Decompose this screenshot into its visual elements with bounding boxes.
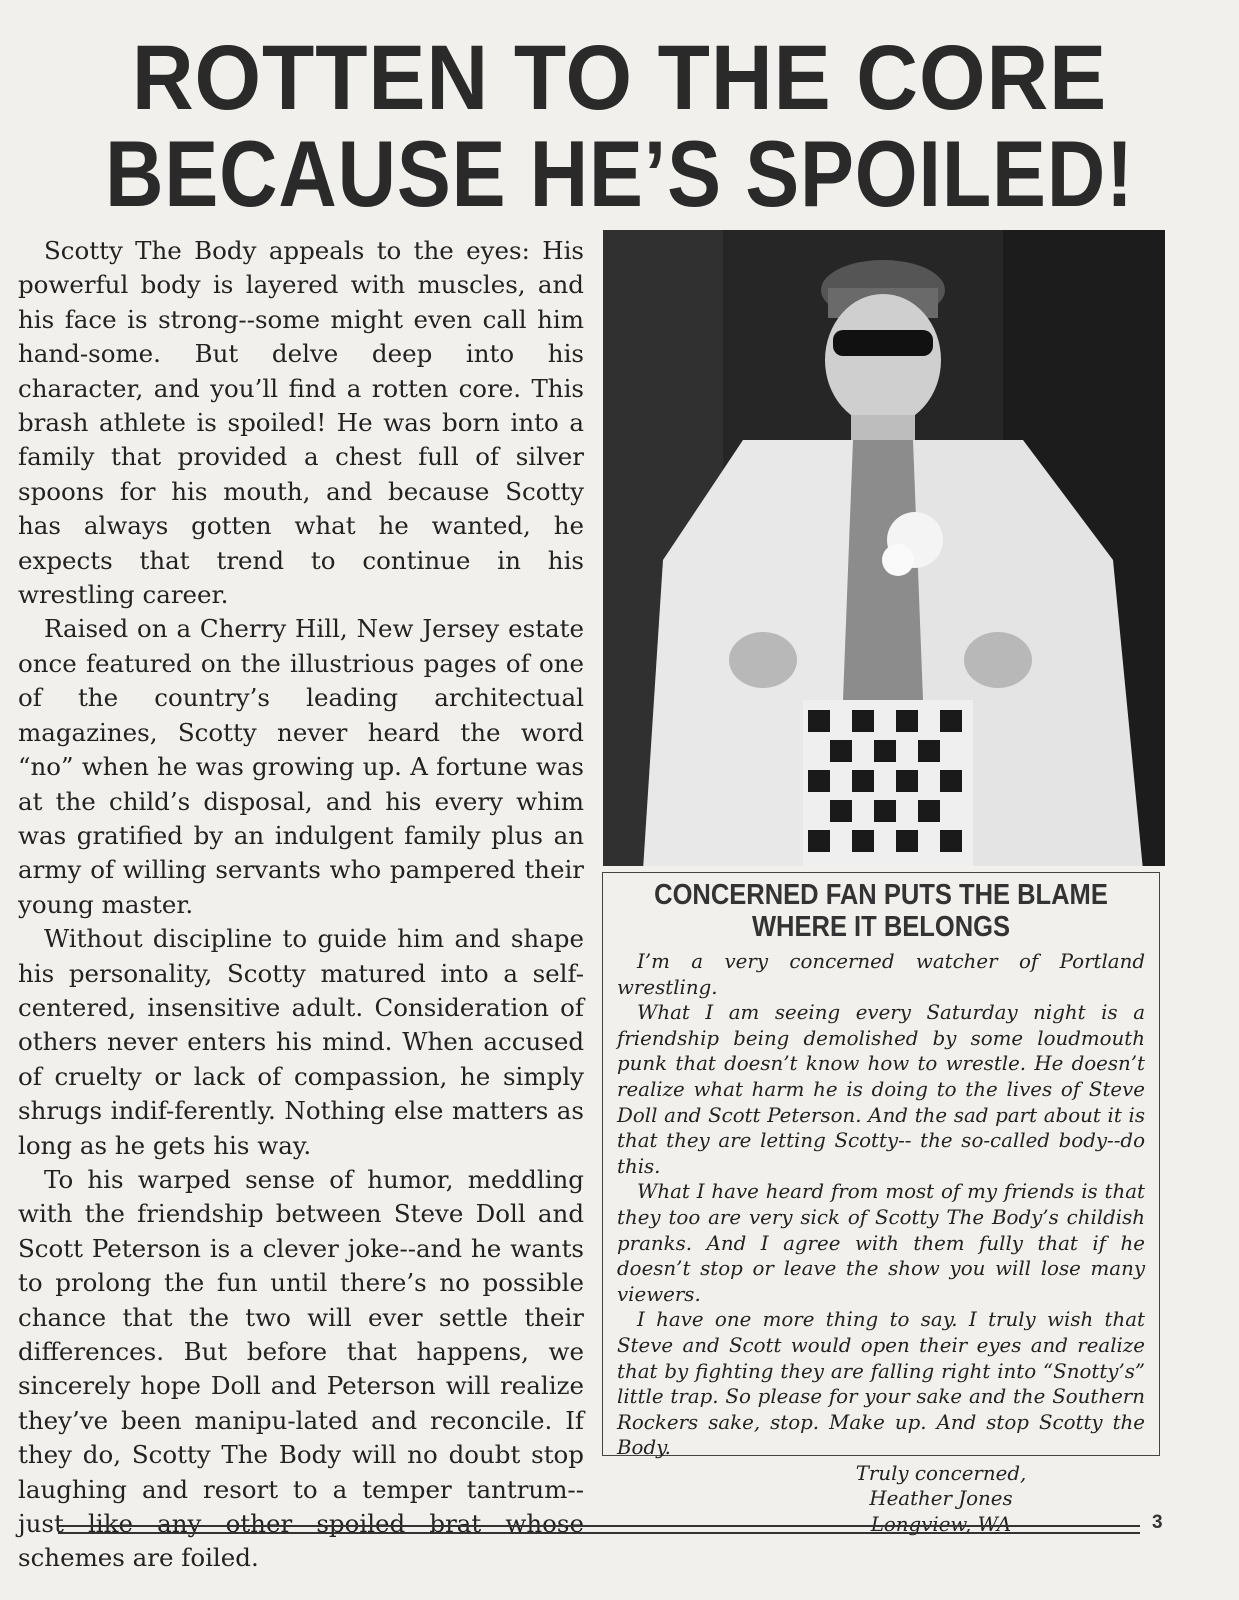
fan-letter-closing: Truly concerned, xyxy=(855,1461,1027,1485)
fan-letter-paragraph: I have one more thing to say. I truly wish that Steve and Scott would open their eyes and realize that by fighting they are falling right into “Snotty’s” little trap. So please for your sake and the Southern Rockers sake, stop. Make up. And stop Scotty the Body. xyxy=(617,1308,1145,1460)
article-body xyxy=(18,234,584,1576)
headline-line-1: ROTTEN TO THE CORE xyxy=(131,27,1108,129)
page-number: 3 xyxy=(1152,1512,1163,1533)
fan-letter-paragraph: What I am seeing every Saturday night is a friendship being demolished by some loudmouth punk that doesn’t know how to wrestle. He doesn’t realize what harm he is doing to the lives of Steve Doll and Scott Peterson. And the sad part about it is that they are letting Scotty-- the so-called body--do this. xyxy=(617,1001,1145,1178)
article-paragraph: Scotty The Body appeals to the eyes: His powerful body is layered with muscles, and his face is strong--some might even call him hand-some. But delve deep into his character, and you’ll find a rotten core. This brash athlete is spoiled! He was born into a family that provided a chest full of silver spoons for his mouth, and because Scotty has always gotten what he wanted, he expects that trend to continue in his wrestling career. xyxy=(18,236,584,610)
fan-letter-paragraph: What I have heard from most of my friends is that they too are very sick of Scotty The Body’s childish pranks. And I agree with them fully that if he doesn’t stop or leave the show you will lose many viewers. xyxy=(617,1180,1145,1306)
fan-letter-paragraph: I’m a very concerned watcher of Portland wrestling. xyxy=(617,950,1145,999)
footer-rule xyxy=(58,1525,1140,1534)
article-paragraph: Raised on a Cherry Hill, New Jersey estate once featured on the illustrious pages of one of the country’s leading architectual magazines, Scotty never heard the word “no” when he was growing up. A fortune was at the child’s disposal, and his every whim was gratified by an indulgent family plus an army of willing servants who pampered their young master. xyxy=(18,614,584,919)
article-paragraph: Without discipline to guide him and shape his personality, Scotty matured into a self-centered, insensitive adult. Consideration of others never enters his mind. When accused of cruelty or lack of compassion, he simply shrugs indif-ferently. Nothing else matters as long as he gets his way. xyxy=(18,924,584,1160)
article-paragraph: To his warped sense of humor, meddling with the friendship between Steve Doll and Scott Peterson is a clever joke--and he wants to prolong the fun until there’s no possible chance that the two will ever settle their differences. But before that happens, we sincerely hope Doll and Peterson will realize they’ve been manipu-lated and reconcile. If they do, Scotty The Body will no doubt stop laughing and resort to a temper tantrum--just like any other spoiled brat whose schemes are foiled. xyxy=(18,1164,584,1573)
headline-line-2: BECAUSE HE’S SPOILED! xyxy=(105,121,1134,226)
fan-letter-box xyxy=(602,872,1160,1537)
fan-letter-body xyxy=(617,949,1145,1538)
wrestler-photo-illustration xyxy=(603,230,1165,866)
fan-letter-signature-location: Longview, WA xyxy=(870,1513,1012,1537)
fan-letter-title: CONCERNED FAN PUTS THE BLAME WHERE IT BELONGS xyxy=(654,879,1108,943)
wrestler-photo xyxy=(603,230,1165,866)
fan-letter-signature-name: Heather Jones xyxy=(869,1487,1013,1511)
